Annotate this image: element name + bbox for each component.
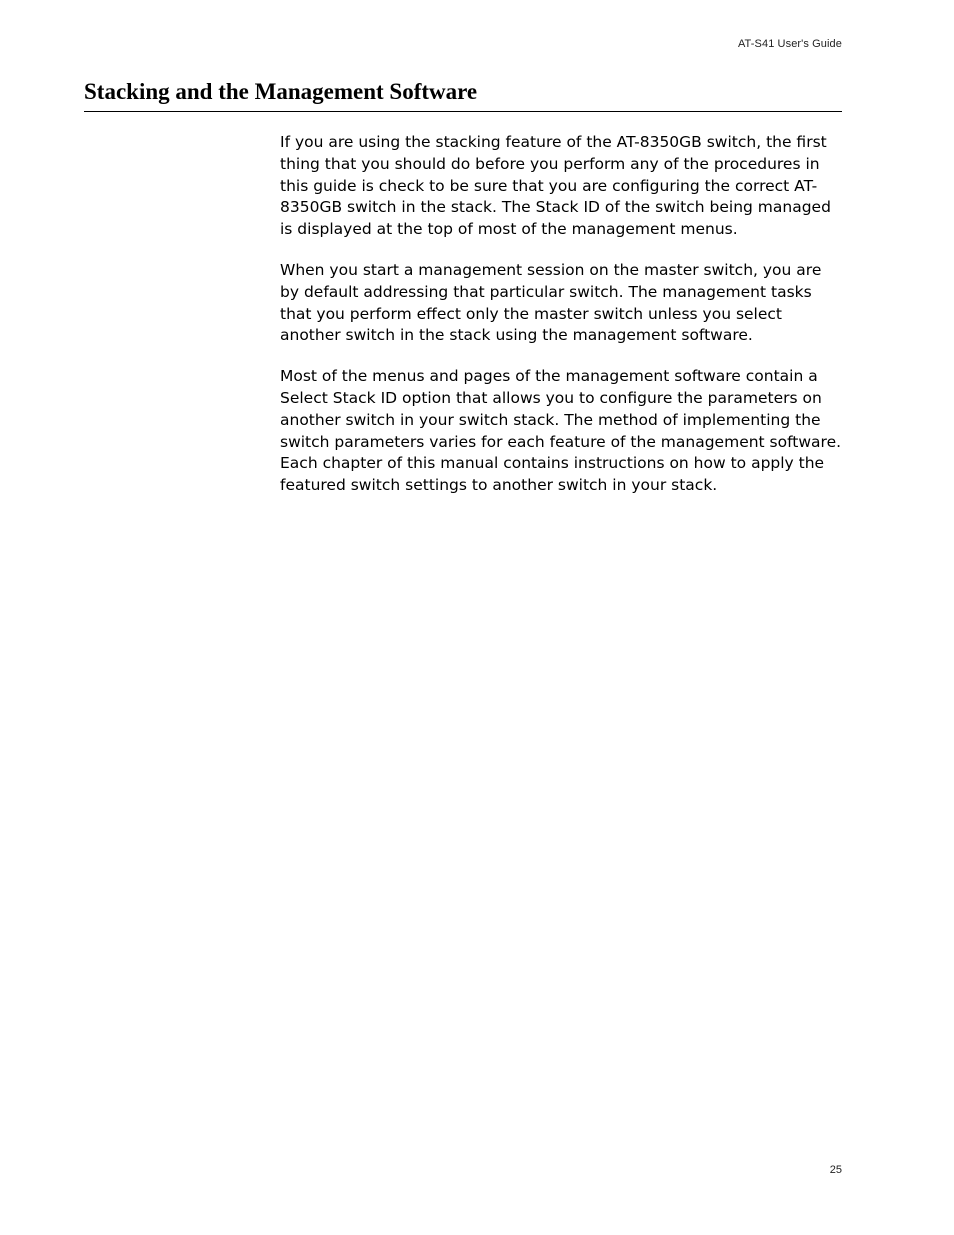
section-title: Stacking and the Management Software (84, 78, 842, 112)
paragraph-master-switch: When you start a management session on the master switch, you are by default addressing that particular switch. The management tasks that you perform effect only the master switch unless you select another switch in the stack using the management software. (280, 260, 822, 345)
page-number: 25 (829, 1164, 842, 1176)
paragraph-select-stack-id: Most of the menus and pages of the management software contain a Select Stack ID option that allows you to configure the parameters on another switch in your switch stack. The method of implementing the switch parameters varies for each feature of the management software. Each chapter of this manual contains instructions on how to apply the featured switch settings to another switch in your stack. (280, 367, 842, 495)
running-header: AT-S41 User's Guide (737, 38, 842, 50)
paragraph-stacking-intro: If you are using the stacking feature of the AT-8350GB switch, the first thing that you should do before you perform any of the procedures in this guide is check to be sure that you are configuring the correct AT-8350GB switch in the stack. The Stack ID of the switch being managed is displayed at the top of most of the management menus. (280, 133, 831, 239)
section-body (280, 132, 842, 516)
